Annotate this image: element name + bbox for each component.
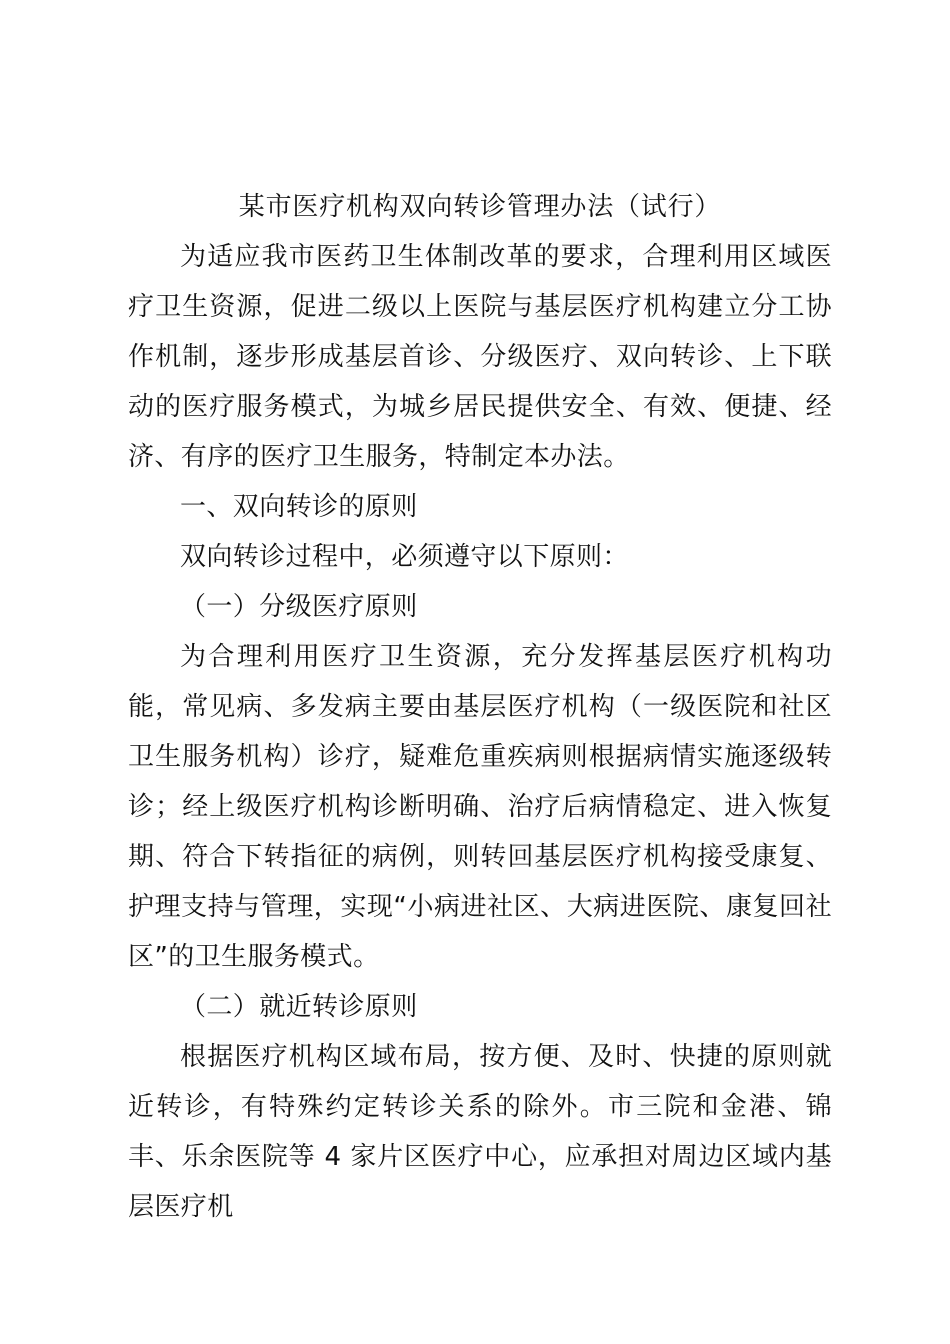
subsection-heading-tiered-care: （一）分级医疗原则 — [180, 592, 418, 622]
section-lead-text: 双向转诊过程中，必须遵守以下原则： — [180, 542, 629, 572]
tiered-care-paragraph: 为合理利用医疗卫生资源，充分发挥基层医疗机构功能，常见病、多发病主要由基层医疗机构（一级医院和社区卫生服务机构）诊疗，疑难危重疾病则根据病情实施逐级转诊；经上级医疗机构诊断明确、治疗后病情稳定、进入恢复期、符合下转指征的病例，则转回基层医疗机构接受康复、护理支持与管理，实现“小病进社区、大病进医院、康复回社区”的卫生服务模式。 — [128, 642, 832, 972]
document-title: 某市医疗机构双向转诊管理办法（试行） — [238, 192, 722, 222]
document-body — [128, 182, 832, 1232]
section-heading-principles: 一、双向转诊的原则 — [180, 492, 418, 522]
nearby-referral-paragraph: 根据医疗机构区域布局，按方便、及时、快捷的原则就近转诊，有特殊约定转诊关系的除外。市三院和金港、锦丰、乐余医院等 4 家片区医疗中心，应承担对周边区域内基层医疗机 — [128, 1042, 832, 1222]
subsection-heading-nearby-referral: （二）就近转诊原则 — [180, 992, 418, 1022]
intro-paragraph: 为适应我市医药卫生体制改革的要求，合理利用区域医疗卫生资源，促进二级以上医院与基层医疗机构建立分工协作机制，逐步形成基层首诊、分级医疗、双向转诊、上下联动的医疗服务模式，为城乡居民提供安全、有效、便捷、经济、有序的医疗卫生服务，特制定本办法。 — [128, 242, 832, 472]
